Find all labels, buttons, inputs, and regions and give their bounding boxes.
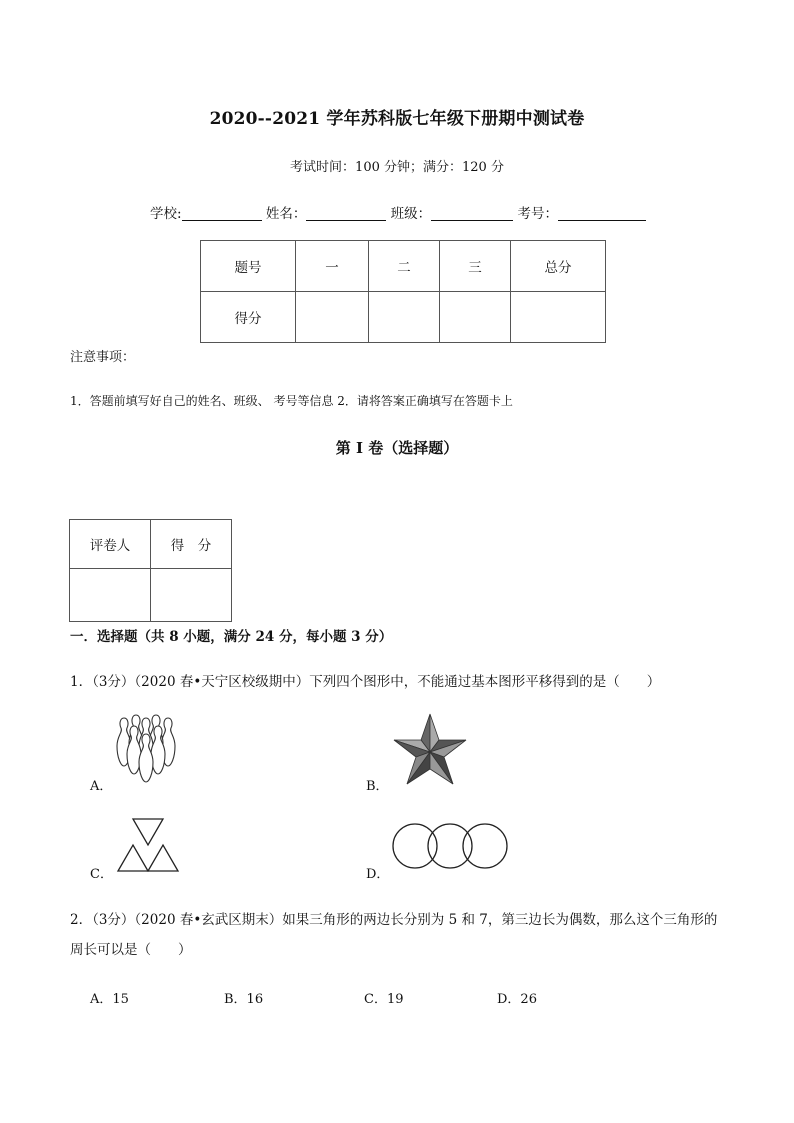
score-row-label: 得分 xyxy=(201,292,296,343)
school-label: 学校: xyxy=(150,206,182,222)
part-title: 一．选择题（共 8 小题，满分 24 分，每小题 3 分） xyxy=(70,629,393,645)
triangles-icon xyxy=(116,817,180,877)
score-table-header xyxy=(201,241,606,292)
exam-info: 考试时间：100 分钟；满分：120 分 xyxy=(290,160,504,175)
grader-cell[interactable] xyxy=(70,569,151,622)
bowling-pins-icon xyxy=(112,712,180,784)
choice-a: A．15 xyxy=(90,992,129,1007)
score-cell[interactable] xyxy=(511,292,606,343)
choice-d: D．26 xyxy=(497,992,537,1007)
circles-icon xyxy=(390,820,510,872)
score-header-cell: 总分 xyxy=(511,241,606,292)
student-info-row xyxy=(150,202,646,222)
grader-score-cell[interactable] xyxy=(151,569,232,622)
notice-text: 1．答题前填写好自己的姓名、班级、 考号等信息 2．请将答案正确填写在答题卡上 xyxy=(70,394,513,408)
option-c-label: C． xyxy=(90,867,113,882)
score-cell[interactable] xyxy=(296,292,369,343)
question-2-text: 2．（3分）（2020 春•玄武区期末）如果三角形的两边长分别为 5 和 7，第三边长为偶数，那么这个三角形的周长可以是（ ） xyxy=(70,912,718,958)
score-header-cell: 二 xyxy=(369,241,440,292)
number-field[interactable] xyxy=(558,206,646,221)
page-title: 2020--2021 学年苏科版七年级下册期中测试卷 xyxy=(209,109,585,129)
star-icon xyxy=(392,712,468,786)
class-field[interactable] xyxy=(431,206,513,221)
score-header-cell: 三 xyxy=(440,241,511,292)
number-label: 考号： xyxy=(517,206,558,222)
question-1-text: 1．（3分）（2020 春•天宁区校级期中）下列四个图形中，不能通过基本图形平移得到的是（ ） xyxy=(70,674,661,690)
grader-label: 评卷人 xyxy=(70,520,151,569)
score-header-cell: 题号 xyxy=(201,241,296,292)
section-title: 第 I 卷（选择题） xyxy=(335,439,459,457)
option-a-label: A． xyxy=(90,779,113,794)
class-label: 班级： xyxy=(390,206,432,222)
name-field[interactable] xyxy=(306,206,386,221)
choice-b: B．16 xyxy=(224,992,264,1007)
score-cell[interactable] xyxy=(440,292,511,343)
school-field[interactable] xyxy=(182,206,262,221)
score-cell[interactable] xyxy=(369,292,440,343)
score-header-cell: 一 xyxy=(296,241,369,292)
choice-c: C．19 xyxy=(364,992,404,1007)
option-d-label: D． xyxy=(366,867,390,882)
option-b-label: B． xyxy=(366,779,389,794)
grader-table xyxy=(69,519,232,622)
grader-score-label: 得 分 xyxy=(151,520,232,569)
score-table-row xyxy=(201,292,606,343)
score-table xyxy=(200,240,606,343)
notice-heading: 注意事项： xyxy=(70,350,136,365)
name-label: 姓名： xyxy=(265,206,307,222)
